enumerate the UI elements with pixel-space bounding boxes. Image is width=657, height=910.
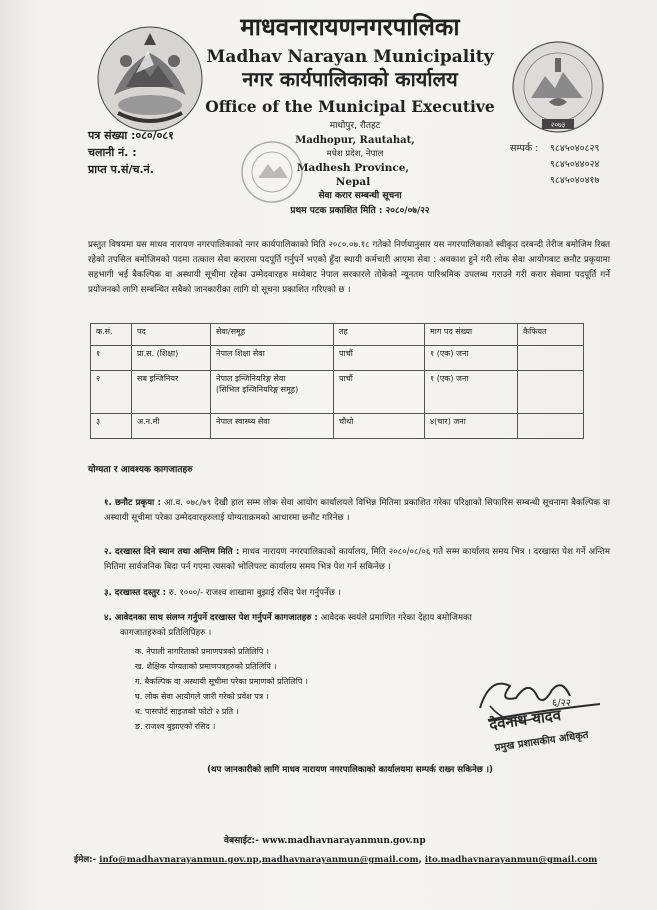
letter-number: पत्र संख्या :०८०/०८१ <box>88 129 174 142</box>
section-3-text: रु. १०००/- राजश्व शाखामा बुझाई रसिद पेश गर्नुपर्नेछ । <box>168 588 341 598</box>
contact-phone-1: ९८४५०४०८२९ <box>550 143 600 154</box>
email-link-info[interactable]: info@madhavnarayanmun.gov.np <box>99 855 259 865</box>
section-application-place <box>104 545 610 575</box>
contact-phone-3: ९८४५०४०४१७ <box>550 175 600 186</box>
signature-date: ६/२२ <box>552 698 571 709</box>
notice-title: सेवा करार सम्बन्धी सूचना <box>318 191 402 201</box>
received-number: प्राप्त प.सं/च.नं. <box>88 163 154 176</box>
footer-website <box>224 834 426 848</box>
cell-service-line-2: (सिभिल इन्जिनियरिङ्ग समूह) <box>216 385 299 394</box>
municipality-name-en: Madhav Narayan Municipality <box>206 47 494 67</box>
document-item: ख. शैक्षिक योग्यताको प्रमाणपत्रहरुको प्रतिलिपि । <box>135 662 277 671</box>
municipality-logo-icon <box>511 40 605 134</box>
website-label: वेबसाईट:- <box>224 836 259 846</box>
cell-post: प्रा.स. (शिक्षा) <box>132 346 211 371</box>
col-sn-header: क.सं. <box>91 324 132 346</box>
cell-level: चौथो <box>334 414 425 439</box>
closing-note: (थप जानकारीको लागि माधव नारायण नगरपालिकाको कार्यालयमा सम्पर्क राख्न सकिनेछ ।) <box>207 765 493 775</box>
notice-publish-date: प्रथम पटक प्रकाशित मिति : २०८०/०७/२२ <box>290 206 430 216</box>
document-item: ग. बैकल्पिक वा अस्थायी सूचीमा परेका प्रमाणको प्रतिलिपि । <box>135 677 308 686</box>
section-2-label: २. दरखास्त दिने स्थान तथा अन्तिम मिति : <box>104 547 240 557</box>
cell-post: अ.न.मी <box>132 414 211 439</box>
municipality-name-np: माधवनारायणनगरपालिका <box>240 13 460 41</box>
section-required-documents <box>104 611 610 626</box>
cell-sn: २ <box>91 371 132 414</box>
table-row <box>91 414 584 439</box>
cell-post: सब इन्जिनियर <box>132 371 211 414</box>
cell-remarks <box>518 414 584 439</box>
address-en: Madhopur, Rautahat, <box>295 135 415 146</box>
province-np: मधेश प्रदेश, नेपाल <box>326 149 384 159</box>
contact-label: सम्पर्क : <box>510 143 539 154</box>
address-np: माधोपुर, रौतहट <box>329 121 381 131</box>
document-item: क. नेपाली नागरिताको प्रमाणपत्रको प्रतिलिपि । <box>135 647 269 656</box>
section-2-text: माधव नारायण नगरपालिकाको कार्यालय, मिति २०८०/०८/०६ गते सम्म कार्यालय समय भित्र । दरखास्त पेश गर्ने अन्तिम मितिमा सार्वजनिक बिदा पर्न गएमा त्यसको भोलिपल्ट कार्यालय समय भित्र पेश गर्न सकिनेछ । <box>104 547 610 572</box>
section-4-label: ४. आवेदनका साथ संलग्न गर्नुपर्ने दरखास्त पेश गर्नुपर्ने कागजातहरु : <box>104 613 318 623</box>
table-header-row <box>91 324 584 346</box>
cell-level: पाचौं <box>334 346 425 371</box>
cell-level: पाचौं <box>334 371 425 414</box>
cell-service <box>211 371 334 414</box>
document-item: ङ. राजश्व बुझाएको रसिद । <box>135 722 216 731</box>
cell-remarks <box>518 371 584 414</box>
section-1-text: आ.व. ०७८/७९ देखी हाल सम्म लोक सेवा आयोग कार्यालयले विभिन्न मितिमा प्रकाशित गरेका परिक्षाको सिफारिस सम्बन्धी सूचनामा बैकल्पिक वा अस्थायी सूचीमा परेका उम्मेदवारहरुलाई योग्यताक्रमको आधारमा छनौट गरिनेछ । <box>104 498 611 523</box>
signatory-name: देवनाथ यादव <box>488 705 563 734</box>
qualification-heading: योग्यता र आवश्यक कागजातहरु <box>88 465 193 475</box>
email-link-ito[interactable]: ito.madhavnarayanmun@gmail.com <box>424 855 598 865</box>
col-level-header: तह <box>334 324 425 346</box>
col-count-header: माग पद संख्या <box>425 324 518 346</box>
section-application-fee <box>104 586 610 601</box>
cell-service-line-1: नेपाल इन्जिनियरिङ्ग सेवा <box>216 374 286 383</box>
cell-sn: १ <box>91 346 132 371</box>
contact-phone-2: ९८४५०४४०२४ <box>550 159 600 170</box>
section-4-text-continued: कागजातहरुको प्रतिलिपिहरु । <box>120 628 212 638</box>
cell-count: ४(चार) जना <box>425 414 518 439</box>
notice-intro-paragraph: प्रस्तुत विषयमा यस माधव नारायण नगरपालिकाको नगर कार्यपालिकाको मिति २०८०.०७.१८ गतेको निर्णयानुसार यस नगरपालिकाको स्वीकृत दरबन्दी तेरीज बमोजिम रिक्त रहेको तपसिल बमोजिमको पदमा तत्काल सेवा करारमा पदपूर्ति गर्नुपर्ने भएको हुँदा स्थायी कर्मचारी आएमा सेवा : अवकाश हुने गरी लोक सेवा आयोगबाट छनौट प्रकृयामा सहभागी भई बैकल्पिक वा अस्थायी सूचीमा रहेका उम्मेदवारहरु मध्येबाट नेपाल सरकारले तोकेको न्यूनतम पारिश्रमिक उपलब्ध गराउने गरी करार सेवामा पदपूर्ति गर्ने प्रयोजनको लागि सम्बन्धित सबैको जानकारीका लागि यो सूचना प्रकाशित गरिएको छ । <box>88 240 610 295</box>
section-4-text: आवेदक स्वयंले प्रमाणित गरेका देहाय बमोजिमका <box>320 613 472 623</box>
nepal-emblem-icon <box>96 25 204 133</box>
signatory-designation: प्रमुख प्रशासकीय अधिकृत <box>494 729 590 754</box>
logo-year: २०७३ <box>550 121 566 129</box>
section-selection-process <box>104 496 610 526</box>
website-link[interactable]: www.madhavnarayanmun.gov.np <box>262 836 426 846</box>
col-remarks-header: कैफियत <box>518 324 584 346</box>
col-post-header: पद <box>132 324 211 346</box>
document-item: ध. पासपोर्ट साइजको फोटो २ प्रति । <box>135 707 239 716</box>
province-en: Madhesh Province, Nepal <box>296 162 410 188</box>
dispatch-number: चलानी नं. : <box>88 146 137 159</box>
cell-service: नेपाल स्वास्थ्य सेवा <box>211 414 334 439</box>
footer-email: ईमेल:- info@madhavnarayanmun.gov.np,madhavnarayanmun@gmail.com, ito.madhavnarayanmun@gmail.com <box>74 855 598 865</box>
section-3-label: ३. दरखास्त दस्तुर : <box>104 588 167 598</box>
section-1-label: १. छनौट प्रकृया : <box>104 498 161 508</box>
cell-count: १ (एक) जना <box>425 346 518 371</box>
cell-count: १ (एक) जना <box>425 371 518 414</box>
col-service-header: सेवा/समूह <box>211 324 334 346</box>
document-item: घ. लोक सेवा आयोगले जारी गरेको प्रवेश पत्र । <box>135 692 269 701</box>
email-label: ईमेल:- <box>74 855 97 865</box>
cell-remarks <box>518 346 584 371</box>
office-name-en: Office of the Municipal Executive <box>205 97 495 116</box>
cell-sn: ३ <box>91 414 132 439</box>
cell-service: नेपाल शिक्षा सेवा <box>211 346 334 371</box>
table-row <box>91 346 584 371</box>
table-row <box>91 371 584 414</box>
email-link-gmail[interactable]: madhavnarayanmun@gmail.com <box>261 855 419 865</box>
vacancy-table <box>90 323 584 439</box>
office-name-np: नगर कार्यपालिकाको कार्यालय <box>242 67 458 91</box>
